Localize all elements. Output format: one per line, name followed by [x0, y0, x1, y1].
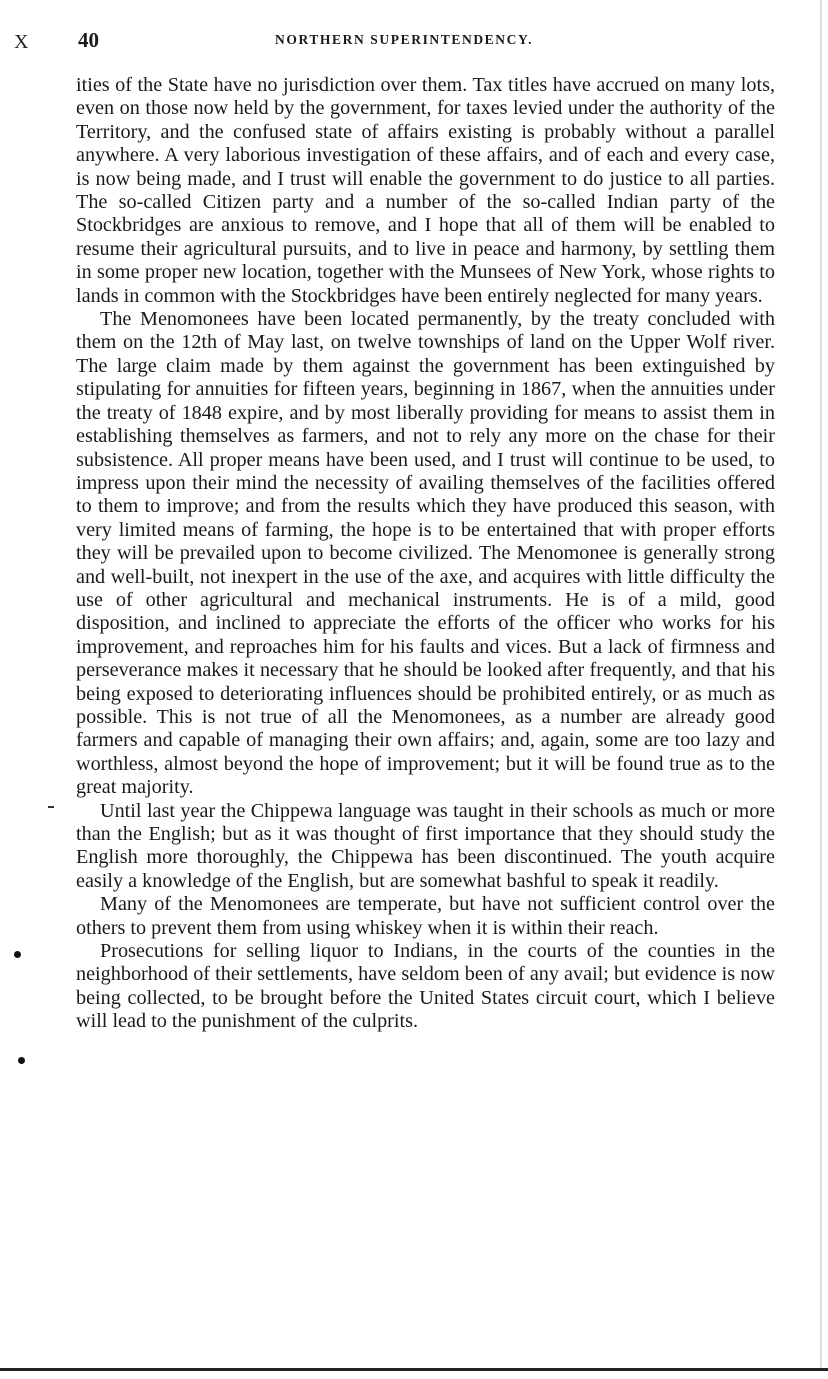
body-text — [76, 74, 775, 1034]
paragraph-prosecutions: Prosecutions for selling liquor to Indians, in the courts of the counties in the neighborhood of their settlements, have seldom been of any avail; but evidence is now being collected, to be brought before the United States circuit court, which I believe will lead to the punishment of the culprits. — [76, 940, 775, 1033]
margin-ink-dot — [18, 1057, 25, 1064]
page-edge — [820, 0, 822, 1371]
paragraph-continuation: ities of the State have no jurisdiction over them. Tax titles have accrued on many lots, even on those now held by the government, for taxes levied under the authority of the Territory, and the confused state of affairs existing is probably without a parallel anywhere. A very laborious investigation of these affairs, and of each and every case, is now being made, and I trust will enable the government to do justice to all parties. The so-called Citizen party and a number of the so-called Indian party of the Stockbridges are anxious to remove, and I hope that all of them will be enabled to resume their agricultural pursuits, and to live in peace and harmony, by settling them in some proper new location, together with the Munsees of New York, whose rights to lands in common with the Stockbridges have been entirely neglected for many years. — [76, 74, 775, 307]
margin-ink-dash — [48, 806, 54, 808]
page-header — [78, 28, 778, 58]
page-number: 40 — [78, 28, 99, 52]
margin-x-mark: X — [14, 31, 29, 53]
paragraph-menomonees-treaty: The Menomonees have been located permanently, by the treaty concluded with them on the 12th of May last, on twelve townships of land on the Upper Wolf river. The large claim made by them against the government has been extinguished by stipulating for annuities for fifteen years, beginning in 1867, when the annuities under the treaty of 1848 expire, and by most liberally providing for means to assist them in establishing themselves as farmers, and not to rely any more on the chase for their subsistence. All proper means have been used, and I trust will continue to be used, to impress upon their mind the necessity of availing themselves of the facilities offered to them to improve; and from the results which they have produced this season, with very limited means of farming, the hope is to be entertained that with proper efforts they will be prevailed upon to become civilized. The Menomonee is generally strong and well-built, not inexpert in the use of the axe, and acquires with little difficulty the use of other agricultural and mechanical instruments. He is of a mild, good disposition, and inclined to appreciate the efforts of the officer who works for his improvement, and reproaches him for his faults and vices. But a lack of firmness and perseverance makes it necessary that he should be looked after frequently, and that his being exposed to deteriorating influences should be prohibited entirely, or as much as possible. This is not true of all the Menomonees, as a number are already good farmers and capable of managing their own affairs; and, again, some are too lazy and worthless, almost beyond the hope of improvement; but it will be found true as to the great majority. — [76, 308, 775, 799]
paragraph-temperance: Many of the Menomonees are temperate, but have not sufficient control over the others to prevent them from using whiskey when it is within their reach. — [76, 893, 775, 939]
running-head: NORTHERN SUPERINTENDENCY. — [275, 32, 534, 47]
bottom-rule — [0, 1368, 828, 1371]
paragraph-chippewa-language: Until last year the Chippewa language was taught in their schools as much or more than the English; but as it was thought of first importance that they should study the English more thoroughly, the Chippewa has been discontinued. The youth acquire easily a knowledge of the English, but are somewhat bashful to speak it readily. — [76, 799, 775, 892]
margin-ink-dot — [14, 951, 21, 958]
